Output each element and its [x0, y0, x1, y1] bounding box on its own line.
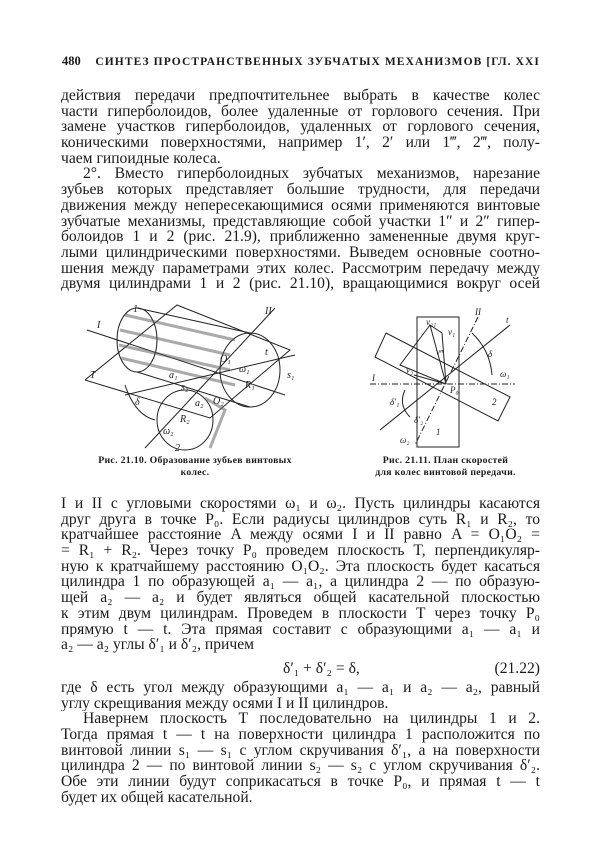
text-line: к этим двум цилиндрам. Проведем в плоскости T через точку P₀	[61, 605, 540, 622]
label-r2: R₂	[180, 414, 190, 425]
label-delta: δ	[135, 397, 140, 408]
label-a2: a₂	[195, 398, 204, 409]
line-t	[125, 355, 295, 395]
text-line: цилиндра 2 — по винтовой линии s₂ — s₂ с углом скручивания δ′₂.	[61, 758, 540, 775]
text-line: зубьев которых представляет большие трудности, для передачи	[61, 182, 540, 198]
text-line: a₂ — a₂ углы δ′₁ и δ′₂, причем	[61, 637, 255, 653]
page-number: 480	[62, 54, 81, 68]
text-line: болоидов 1 и 2 (рис. 21.9), приближенно замененные двумя круг-	[61, 229, 540, 245]
equation-number: (21.22)	[494, 660, 540, 677]
figure-21-10-caption	[80, 455, 310, 478]
text-line: где δ есть угол между образующими a₁ — a₁ и a₂ — a₂, равный	[61, 680, 540, 696]
label-axis-i: I	[97, 320, 101, 331]
caption-line: Рис. 21.10. Образование зубьев винтовых	[98, 455, 292, 466]
text-line: движения между непересекающимися осями применяются винтовые	[61, 197, 540, 214]
text-line: Обе эти линии будут соприкасаться в точке P₀, и прямая t — t	[61, 774, 540, 790]
figure-21-10	[85, 300, 305, 452]
text-line: чаем гипоидные колеса.	[61, 150, 221, 167]
text-line: действия передачи предпочтительнее выбрать в качестве колес	[61, 88, 540, 104]
label-v1: v₁	[448, 327, 456, 337]
label-w2: ω₂	[163, 426, 174, 437]
running-header	[62, 54, 540, 74]
text-line: части гиперболоидов, более удаленные от горлового сечения. При	[61, 103, 540, 120]
label-p0: P₀	[450, 385, 459, 395]
caption-line: для колес винтовой передачи.	[375, 466, 516, 478]
label-axis-i: I	[372, 373, 375, 383]
text-line: друг друга в точке P₀. Если радиусы цилиндров суть R₁ и R₂, то	[61, 511, 540, 528]
label-axis-ii: II	[265, 306, 272, 317]
text-line: цилиндра 1 по образующей a₁ — a₁, а цилиндра 2 — по образую-	[61, 574, 540, 591]
label-delta: δ	[488, 349, 493, 359]
text-line: Навернем плоскость T последовательно на цилиндры 1 и 2.	[83, 711, 540, 728]
caption-line: Рис. 21.11. План скоростей	[382, 455, 509, 466]
label-plane: T	[90, 370, 96, 381]
text-line: зубчатые механизмы, представляющие собой участки 1″ и 2″ гипер-	[61, 213, 540, 230]
label-d1: δ′₁	[390, 397, 400, 407]
label-r2: 2	[492, 397, 497, 407]
text-line: будет их общей касательной.	[61, 789, 253, 806]
label-a1: a₁	[169, 370, 178, 381]
label-r1: 1	[436, 427, 441, 437]
label-o1: O₁	[220, 354, 231, 365]
paragraph-block-1	[61, 88, 540, 292]
text-line: замене участков гиперболоидов, удаленных от горлового сечения,	[61, 119, 540, 136]
paragraph-block-3	[61, 680, 540, 806]
text-line: 2°. Вместо гиперболоидных зубчатых механизмов, нарезание	[83, 166, 540, 183]
label-v2: v₂	[406, 365, 414, 375]
paragraph-block-2	[61, 496, 540, 653]
label-o2: O₂	[213, 396, 224, 407]
text-line: прямую t — t. Эта прямая составит с образующими a₁ — a₁ и	[61, 621, 540, 638]
label-d2: δ′₂	[414, 415, 424, 425]
figure-21-11	[370, 305, 520, 450]
text-line: шения между параметрами этих колес. Рассмотрим передачу между	[61, 260, 540, 277]
equation-21-22	[61, 660, 540, 678]
label-w1: ω₁	[500, 369, 510, 379]
text-line: двумя цилиндрами 1 и 2 (рис. 21.10), вращающимися вокруг осей	[61, 276, 540, 292]
text-line: I и II с угловыми скоростями ω₁ и ω₂. Пусть цилиндры касаются	[61, 496, 540, 512]
text-line: Тогда прямая t — t на поверхности цилиндра 1 расположится по	[61, 727, 540, 743]
label-v21: v₂₁	[426, 317, 437, 327]
text-line: лыми цилиндрическими поверхностями. Выведем основные соотно-	[61, 244, 540, 261]
text-line: углу скрещивания между осями I и II цилиндров.	[61, 695, 389, 712]
label-axis-ii: II	[475, 307, 481, 317]
label-t: t	[506, 315, 509, 325]
text-line: щей a₂ — a₂ и будет являться общей касательной плоскостью	[61, 590, 540, 606]
label-2: 2	[175, 443, 180, 452]
label-r1: R₁	[245, 380, 255, 391]
equation-formula: δ′₁ + δ′₂ = δ,	[283, 660, 360, 677]
label-1: 1	[133, 304, 138, 315]
figure-21-11-caption	[358, 455, 533, 478]
text-line: винтовой линии s₁ — s₁ с углом скручивания δ′₁, а на поверхности	[61, 742, 540, 759]
running-title: СИНТЕЗ ПРОСТРАНСТВЕННЫХ ЗУБЧАТЫХ МЕХАНИЗМОВ [ГЛ. XXI	[95, 56, 540, 68]
caption-line: колес.	[180, 466, 210, 478]
label-w2: ω₂	[400, 435, 410, 445]
label-w1: ω₁	[239, 364, 250, 375]
text-line: кратчайшее расстояние A между осями I и II равно A = O₁O₂ =	[61, 527, 540, 544]
label-t: t	[265, 347, 268, 358]
label-s2: s₂	[181, 382, 189, 393]
text-line: = R₁ + R₂. Через точку P₀ проведем плоскость T, перпендикуляр-	[61, 543, 540, 559]
text-line: ную к кратчайшему расстоянию O₁O₂. Эта плоскость будет касаться	[61, 558, 540, 575]
label-vn: vⁿ	[436, 347, 443, 357]
label-s1: s₁	[287, 370, 295, 381]
axis-ii	[415, 317, 478, 445]
text-line: коническими поверхностями, например 1′, 2′ или 1‴, 2‴, полу-	[61, 135, 540, 151]
